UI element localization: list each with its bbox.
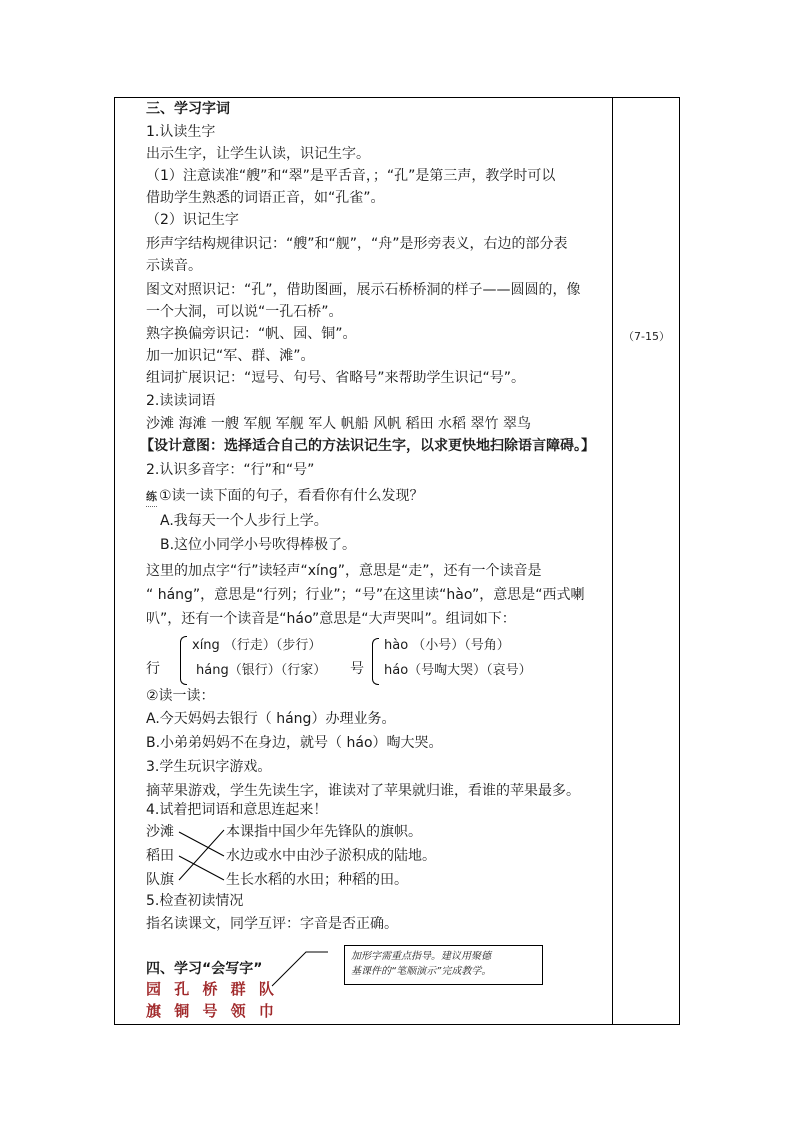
match-left-3: 队旗 [146,872,174,888]
text-l9: 熟字换偏旁识记：“帆、园、铜”。 [146,326,357,342]
text-l3: 借助学生熟悉的词语正音，如“孔雀”。 [146,190,385,206]
text-l11: 组词扩展识记：“逗号、句号、省略号”来帮助学生识记“号”。 [146,370,526,386]
exercise-1: ①读一读下面的句子，看看你有什么发现？ [159,488,424,504]
match-line-3 [179,830,224,880]
item2b: 2.认识多音字：“行”和“号” [146,462,315,478]
exercise-icon: 练 [146,488,157,507]
hao-row-2: háo（号啕大哭）（哀号） [384,663,532,678]
match-right-2: 水边或水中由沙子淤积成的陆地。 [226,848,436,864]
xing-brace [180,642,181,678]
match-lines [176,820,228,890]
game-text: 摘苹果游戏，学生先读生字，谁读对了苹果就归谁，看谁的苹果最多。 [146,783,580,799]
text-l1: 出示生字，让学生认读，识记生字。 [146,146,370,162]
write-chars-row1: 园 孔 桥 群 队 [146,980,278,998]
hao-brace-top [372,638,379,645]
exercise-a: A.我每天一个人步行上学。 [160,513,328,529]
text-l2: （1）注意读准“艘”和“翠”是平舌音，；“孔”是第三声，教学时可以 [146,168,556,184]
xing-row-2: háng（银行）（行家） [196,663,327,678]
read-a: A.今天妈妈去银行（ háng）办理业务。 [146,711,396,727]
exercise-line [146,487,424,507]
item4: 4.试着把词语和意思连起来！ [146,802,328,818]
match-line-1 [179,832,224,856]
write-chars-row2: 旗 铜 号 领 巾 [146,1002,278,1020]
text-l5: 形声字结构规律识记：“艘”和“舰”，“舟”是形旁表义，右边的部分表 [146,236,568,252]
check-text: 指名读课文，同学互评：字音是否正确。 [146,916,398,932]
read-b: B.小弟弟妈妈不在身边，就号（ háo）啕大哭。 [146,735,443,751]
item2: 2.读读词语 [146,393,216,409]
hao-row-1: hào （小号）（号角） [384,638,510,653]
callout-line-2: 基课件的“笔顺演示”完成教学。 [351,966,492,977]
item1: 1.认读生字 [146,124,216,140]
para-1: 这里的加点字“行”读轻声“xíng”，意思是“走”，还有一个读音是 [146,563,542,579]
para-2: “ háng”，意思是“行列；行业”；“号”在这里读“hào”，意思是“西式喇 [146,587,585,603]
item3: 3.学生玩识字游戏。 [146,759,272,775]
xing-char: 行 [146,661,160,677]
item5: 5.检查初读情况 [146,893,244,909]
callout-line-1: 加形字需重点指导。建议用聚德 [351,951,491,962]
exercise-b: B.这位小同学小号吹得棒极了。 [160,537,357,553]
xing-brace-top [180,636,187,643]
teaching-tip-callout [344,945,543,985]
text-l7: 图文对照识记：“孔”，借助图画，展示石桥桥洞的样子——圆圆的，像 [146,282,581,298]
hao-brace [372,644,373,678]
read-heading: ②读一读： [146,688,215,704]
match-right-3: 生长水稻的水田；种稻的田。 [226,872,408,888]
time-note: （7-15） [623,330,670,343]
xing-row-1: xíng （行走）（步行） [192,638,322,653]
word-list: 沙滩 海滩 一艘 军舰 军舰 军人 帆船 风帆 稻田 水稻 翠竹 翠鸟 [146,416,531,432]
section4-heading: 四、学习“会写字” [146,961,263,977]
text-l4: （2）识记生字 [146,212,239,228]
callout-pointer [270,950,330,990]
text-l6: 示读音。 [146,258,202,274]
text-l10: 加一加识记“军、群、滩”。 [146,348,315,364]
match-left-2: 稻田 [146,848,174,864]
hao-char: 号 [350,661,364,677]
design-intent: 【设计意图：选择适合自己的方法识记生字，以求更快地扫除语言障碍。】 [140,438,595,454]
text-l8: 一个大洞，可以说“一孔石桥”。 [146,304,343,320]
column-divider [612,98,613,1024]
match-left-1: 沙滩 [146,824,174,840]
para-3: 叭”，还有一个读音是“háo”意思是“大声哭叫”。组词如下： [146,611,516,627]
match-right-1: 本课指中国少年先锋队的旗帜。 [226,824,422,840]
section3-heading: 三、学习字词 [146,101,230,117]
match-line-2 [179,856,224,880]
